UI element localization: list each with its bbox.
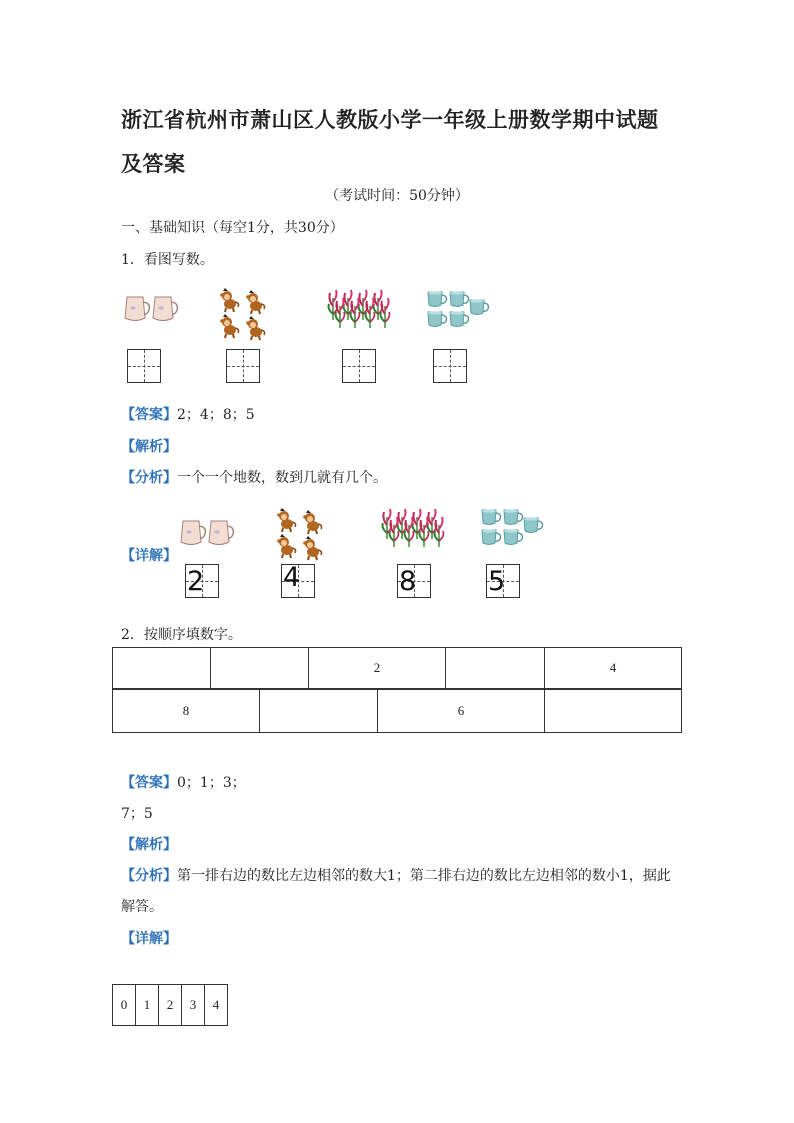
write-box-2[interactable] [226, 349, 260, 383]
detail-cell-0: 0 [113, 985, 136, 1026]
filled-box-3 [397, 564, 431, 598]
q2-analysis-line-2: 解答。 [121, 899, 163, 915]
q2-r1-c2[interactable] [211, 648, 309, 689]
q1-jiexi-label: 【解析】 [121, 439, 177, 455]
detail-monkeys-image [272, 505, 332, 565]
write-box-3[interactable] [342, 349, 376, 383]
detail-cell-2: 2 [159, 985, 182, 1026]
q1-question: 1．看图写数。 [121, 252, 214, 268]
q2-jiexi-label: 【解析】 [121, 837, 177, 853]
digit-4: 5 [488, 566, 506, 597]
q2-r2-c2[interactable] [260, 690, 378, 733]
q2-r2-c1: 8 [113, 690, 260, 733]
digit-1: 2 [187, 566, 205, 597]
q2-answer: 【答案】0；1；3； [121, 775, 246, 791]
detail-mugs-image [478, 506, 544, 550]
detail-cups-image [178, 514, 236, 554]
detail-cell-4: 4 [205, 985, 228, 1026]
q1-detail-label: 【详解】 [121, 548, 177, 564]
digit-3: 8 [399, 566, 417, 597]
title-line-2: 及答案 [121, 151, 186, 176]
q2-r2-c4[interactable] [545, 690, 682, 733]
document-title [121, 98, 681, 186]
q2-answer-line-2: 7；5 [121, 806, 153, 822]
exam-time: （考试时间：50分钟） [325, 188, 469, 204]
monkeys-image [215, 285, 275, 345]
q2-row-1 [112, 647, 682, 689]
q2-question: 2．按顺序填数字。 [121, 627, 242, 643]
q2-analysis: 【分析】第一排右边的数比左边相邻的数大1；第二排右边的数比左边相邻的数小1，据此 [121, 868, 671, 884]
plants-image [326, 288, 392, 332]
filled-box-1 [185, 564, 219, 598]
q2-detail-table [112, 984, 228, 1026]
detail-cell-1: 1 [136, 985, 159, 1026]
cups-image [122, 290, 180, 330]
digit-2: 4 [283, 562, 301, 593]
q2-detail-label: 【详解】 [121, 931, 177, 947]
filled-box-4 [486, 564, 520, 598]
q2-r1-c5: 4 [545, 648, 682, 689]
detail-cell-3: 3 [182, 985, 205, 1026]
mugs-image [424, 288, 490, 332]
write-box-4[interactable] [433, 349, 467, 383]
q2-r1-c1[interactable] [113, 648, 211, 689]
q1-analysis: 【分析】一个一个地数，数到几就有几个。 [121, 470, 387, 486]
q2-row-2 [112, 689, 682, 733]
filled-box-2 [281, 564, 315, 598]
detail-plants-image [380, 507, 446, 551]
section-heading: 一、基础知识（每空1分，共30分） [121, 220, 344, 236]
q2-r1-c3: 2 [309, 648, 446, 689]
q1-answer: 【答案】2；4；8；5 [121, 407, 255, 423]
title-line-1: 浙江省杭州市萧山区人教版小学一年级上册数学期中试题 [121, 107, 659, 132]
q2-r1-c4[interactable] [446, 648, 545, 689]
q2-r2-c3: 6 [378, 690, 545, 733]
write-box-1[interactable] [127, 349, 161, 383]
